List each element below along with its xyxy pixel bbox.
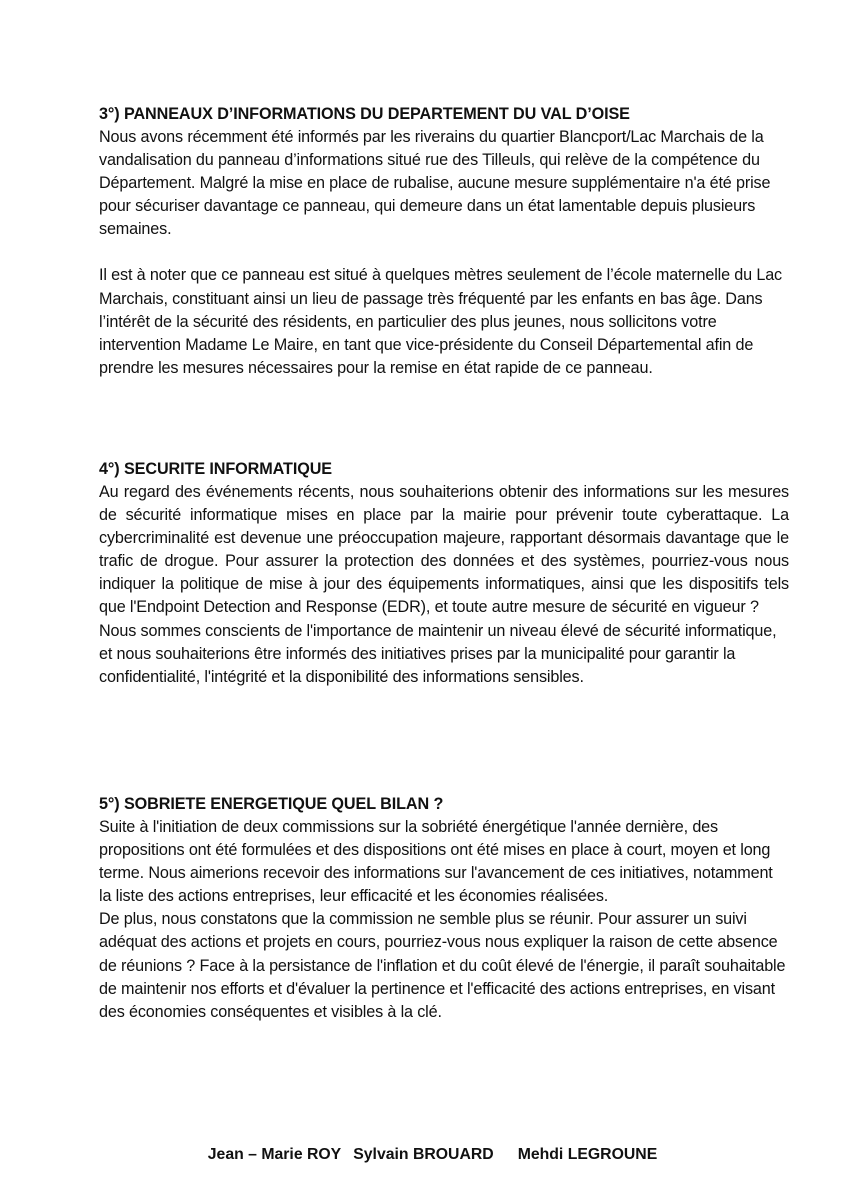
section-heading: 5°) SOBRIETE ENERGETIQUE QUEL BILAN ? <box>99 795 444 813</box>
signature-line <box>0 1144 865 1166</box>
section-paragraph: Suite à l'initiation de deux commissions sur la sobriété énergétique l'année dernière, des propositions ont été formulées et des dispositions ont été mises en place à court, moyen et long terme. Nous aimerions recevoir des informations sur l'avancement de ces initiatives, notamment la liste des actions entreprises, leur efficacité et les économies réalisées. <box>99 818 773 906</box>
paragraph-spacer <box>99 241 789 264</box>
section-paragraph: Nous sommes conscients de l'importance de maintenir un niveau élevé de sécurité informatique, et nous souhaiterions être informés des initiatives prises par la municipalité pour garantir la confidentialité, l'intégrité et la disponibilité des informations sensibles. <box>99 621 777 686</box>
section-heading: 3°) PANNEAUX D’INFORMATIONS DU DEPARTEMENT DU VAL D’OISE <box>99 105 630 123</box>
signature-name: Sylvain BROUARD <box>353 1146 494 1163</box>
signature-name: Jean – Marie ROY <box>207 1146 342 1163</box>
section-heading: 4°) SECURITE INFORMATIQUE <box>99 460 333 478</box>
section-paragraph: Nous avons récemment été informés par les riverains du quartier Blancport/Lac Marchais de la vandalisation du panneau d’informations situé rue des Tilleuls, qui relève de la compétence du Département. Malgré la mise en place de rubalise, aucune mesure supplémentaire n'a été prise pour sécuriser davantage ce panneau, qui demeure dans un état lamentable depuis plusieurs semaines. <box>99 128 771 239</box>
section-sobriete-energetique <box>99 793 789 1024</box>
section-paragraph: Au regard des événements récents, nous souhaiterions obtenir des informations sur les mesures de sécurité informatique mises en place par la mairie pour prévenir toute cyberattaque. La cybercriminalité est devenue une préoccupation majeure, rapportant désormais davantage que le trafic de drogue. Pour assurer la protection des données et des systèmes, pourriez-vous nous indiquer la politique de mise à jour des équipements informatiques, ainsi que les dispositifs tels que l'Endpoint Detection and Response (EDR), et toute autre mesure de sécurité en vigueur ? <box>99 483 789 617</box>
signature-name: Mehdi LEGROUNE <box>517 1146 658 1163</box>
section-securite-informatique <box>99 458 789 689</box>
section-paragraph: De plus, nous constatons que la commission ne semble plus se réunir. Pour assurer un suivi adéquat des actions et projets en cours, pourriez-vous nous expliquer la raison de cette absence de réunions ? Face à la persistance de l'inflation et du coût élevé de l'énergie, il paraît souhaitable de maintenir nos efforts et d'évaluer la pertinence et l'efficacité des actions entreprises, en visant des économies conséquentes et visibles à la clé. <box>99 910 786 1021</box>
section-panneaux-informations <box>99 103 789 380</box>
section-paragraph: Il est à noter que ce panneau est situé à quelques mètres seulement de l’école maternelle du Lac Marchais, constituant ainsi un lieu de passage très fréquenté par les enfants en bas âge. Dans l’intérêt de la sécurité des résidents, en particulier des plus jeunes, nous sollicitons votre intervention Madame Le Maire, en tant que vice-présidente du Conseil Départemental afin de prendre les mesures nécessaires pour la remise en état rapide de ce panneau. <box>99 266 782 377</box>
